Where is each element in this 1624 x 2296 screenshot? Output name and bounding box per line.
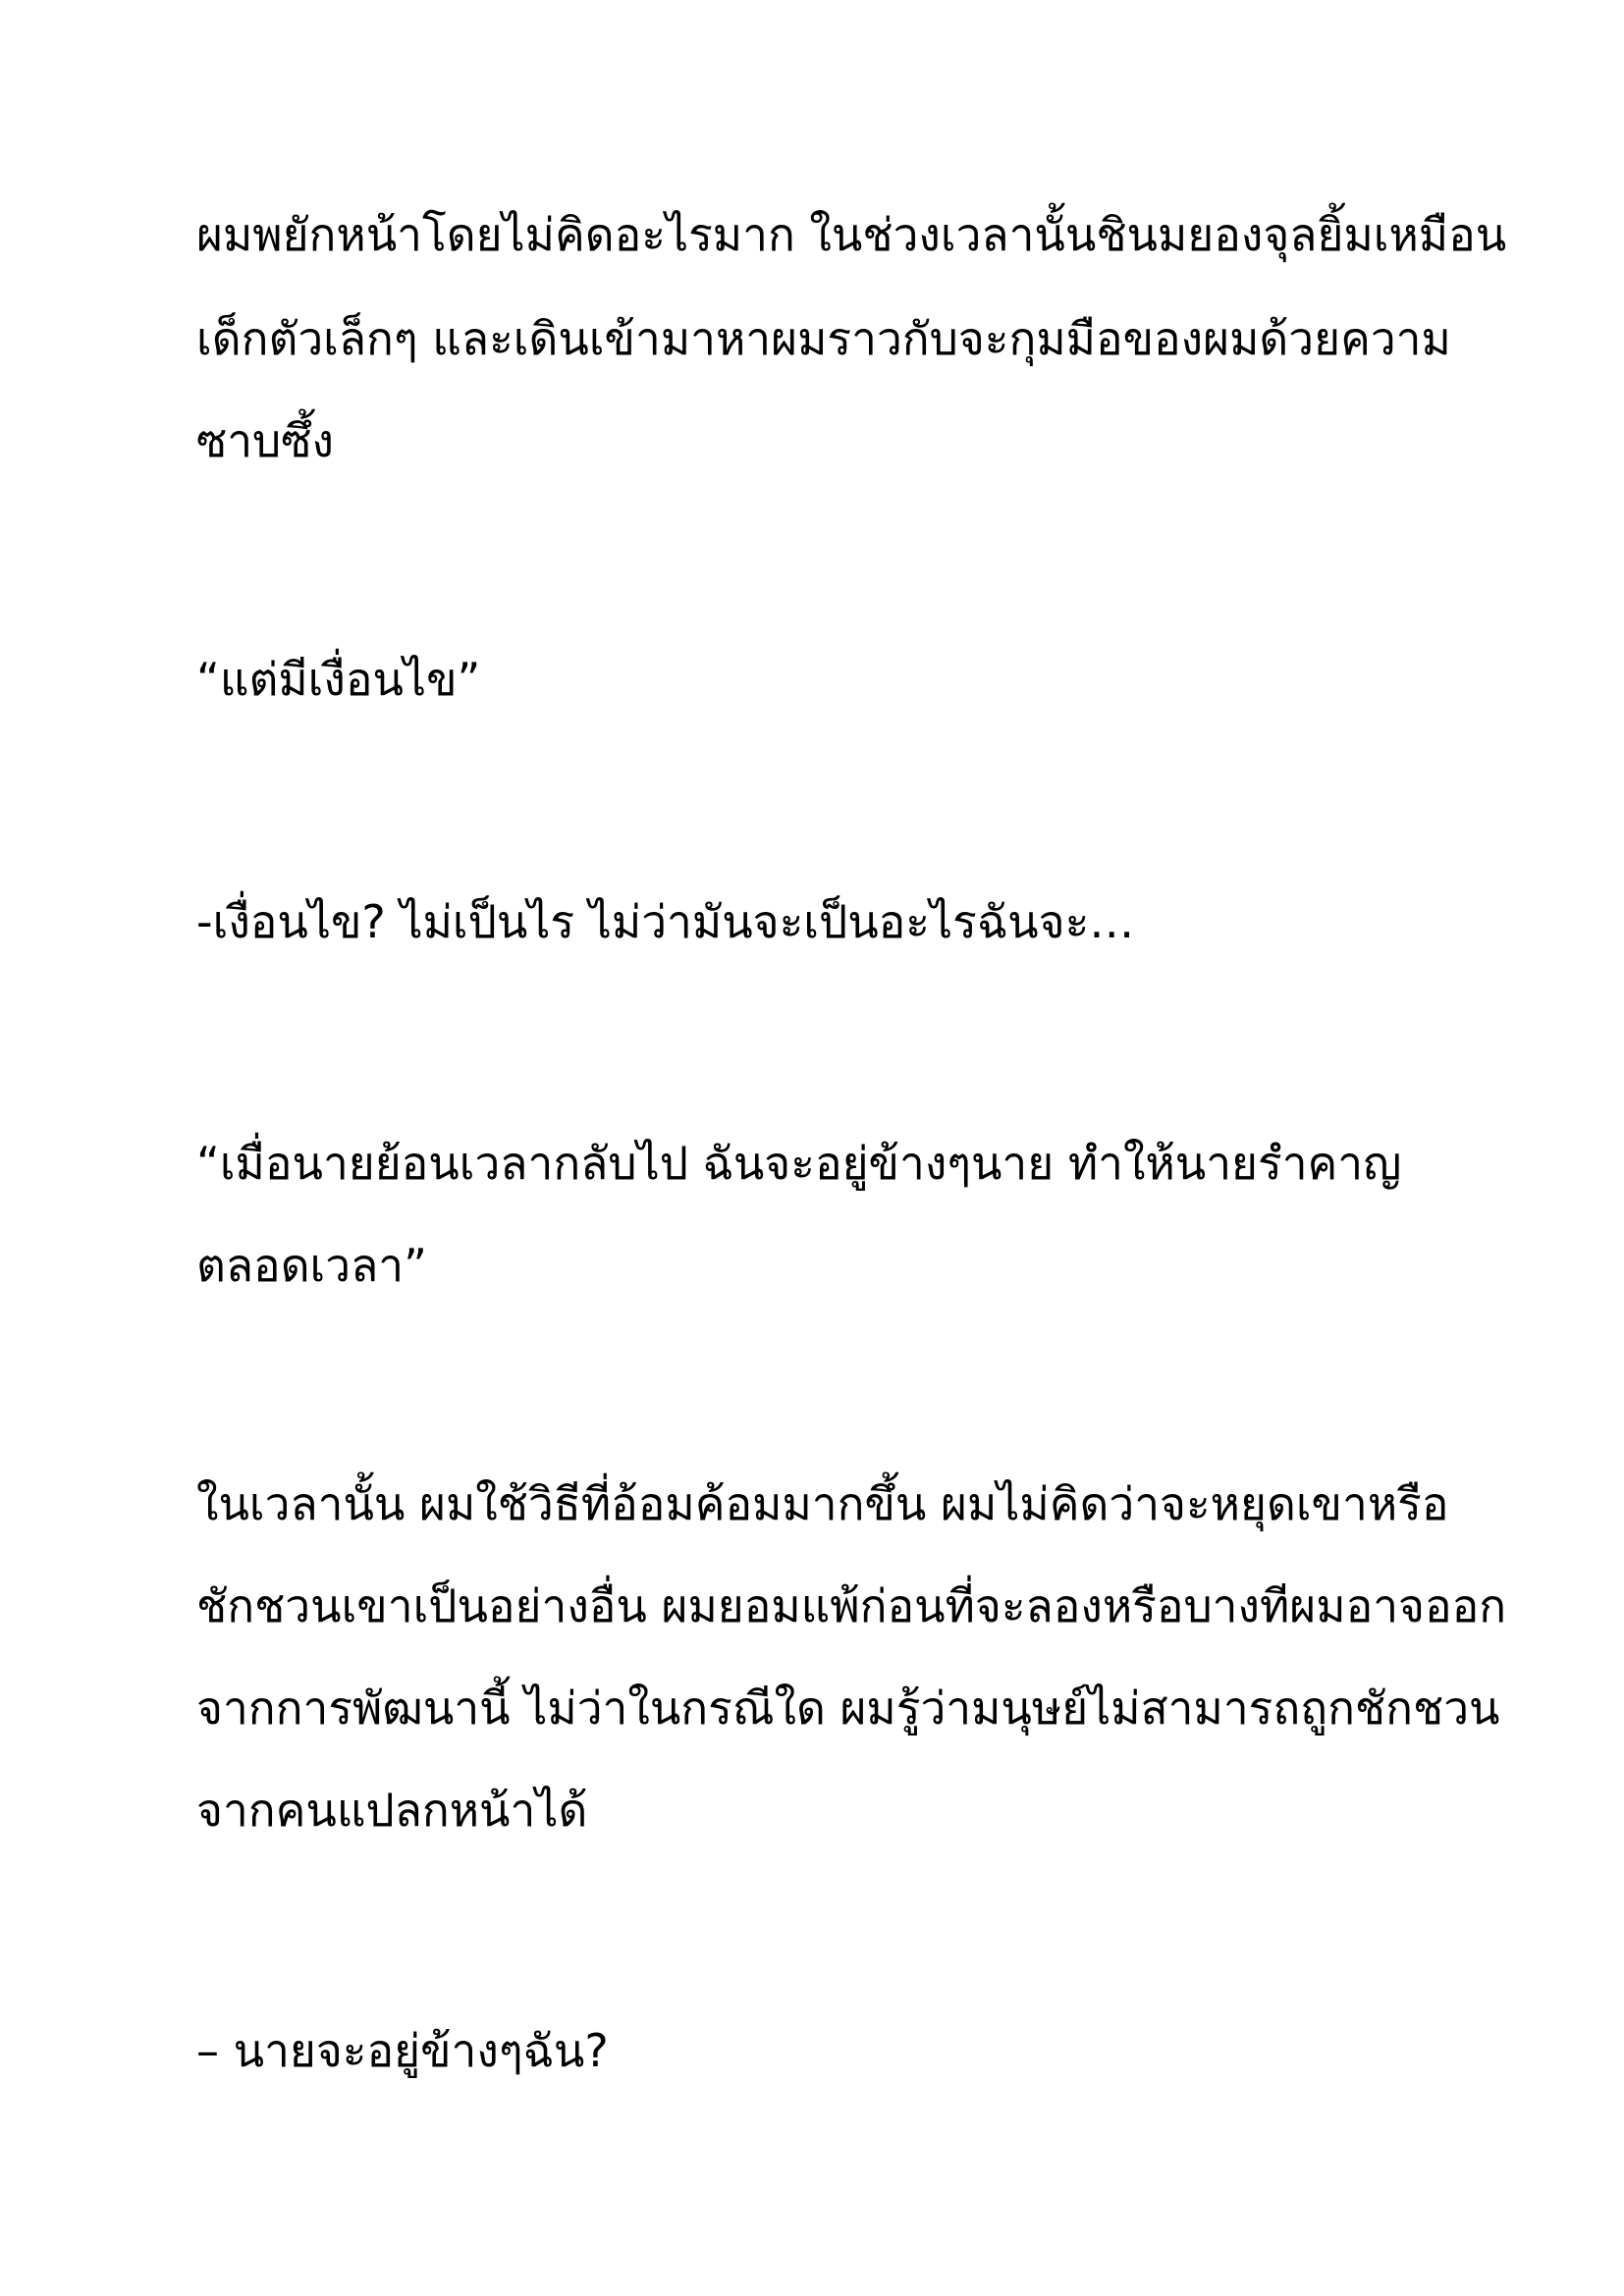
paragraph-4-line-2: ตลอดเวลา” [196,1239,427,1292]
paragraph-5-line-2: ชักชวนเขาเป็นอย่างอื่น ผมยอมแพ้ก่อนที่จะลองหรือบางทีผมอาจออก [196,1579,1507,1632]
paragraph-5-line-4: จากคนแปลกหน้าได้ [196,1784,588,1837]
paragraph-1-line-1: ผมพยักหน้าโดยไม่คิดอะไรมาก ในช่วงเวลานั้นชินมยองจุลยิ้มเหมือน [196,208,1507,261]
paragraph-5-line-1: ในเวลานั้น ผมใช้วิธีที่อ้อมค้อมมากขึ้น ผมไม่คิดว่าจะหยุดเขาหรือ [196,1477,1449,1530]
paragraph-5-line-3: จากการพัฒนานี้ ไม่ว่าในกรณีใด ผมรู้ว่ามนุษย์ไม่สามารถถูกชักชวน [196,1682,1500,1735]
paragraph-2-line-1: “แต่มีเงื่อนไข” [196,653,481,706]
paragraph-1-line-3: ซาบซึ้ง [196,414,334,467]
paragraph-6-line-1: – นายจะอยู่ข้างๆฉัน? [196,2024,609,2077]
paragraph-1-line-2: เด็กตัวเล็กๆ และเดินเข้ามาหาผมราวกับจะกุมมือของผมด้วยความ [196,312,1451,365]
paragraph-3-line-1: -เงื่อนไข? ไม่เป็นไร ไม่ว่ามันจะเป็นอะไรฉันจะ… [196,895,1135,948]
paragraph-4-line-1: “เมื่อนายย้อนเวลากลับไป ฉันจะอยู่ข้างๆนาย ทำให้นายรำคาญ [196,1137,1402,1190]
